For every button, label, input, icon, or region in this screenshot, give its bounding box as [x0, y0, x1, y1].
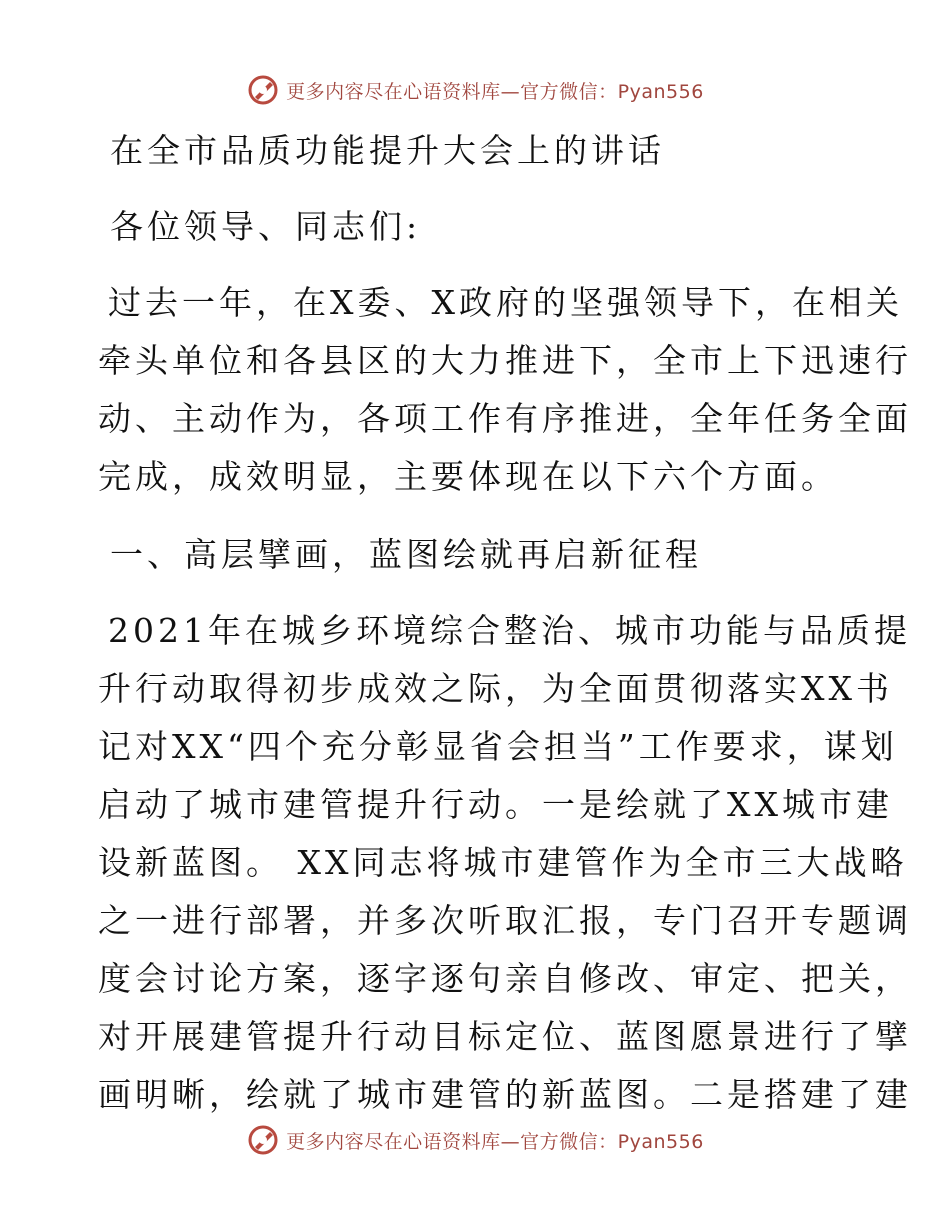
paragraph-line: 记对XX“四个充分彰显省会担当”工作要求，谋划 [98, 727, 898, 766]
paragraph-line: 过去一年，在X委、X政府的坚强领导下，在相关 [108, 283, 903, 322]
watermark-text: 更多内容尽在心语资料库—官方微信：Pyan556 [286, 1130, 704, 1153]
paragraph-line: 之一进行部署，并多次听取汇报，专门召开专题调 [98, 901, 912, 940]
footer-watermark-banner [0, 1120, 950, 1160]
watermark-text: 更多内容尽在心语资料库—官方微信：Pyan556 [286, 80, 704, 103]
paragraph-line: 动、主动作为，各项工作有序推进，全年任务全面 [98, 399, 912, 438]
section-heading: 一、高层擘画，蓝图绘就再启新征程 [110, 535, 702, 574]
pen-logo-icon [246, 73, 280, 107]
paragraph-line: 启动了城市建管提升行动。一是绘就了XX城市建 [98, 785, 893, 824]
pen-logo-icon [246, 1123, 280, 1157]
document-body [98, 122, 912, 1124]
paragraph-line: 度会讨论方案，逐字逐句亲自修改、审定、把关， [98, 959, 912, 998]
greeting: 各位领导、同志们: [110, 207, 422, 246]
paragraph-line: 牵头单位和各县区的大力推进下，全市上下迅速行 [98, 341, 912, 380]
paragraph-line: 完成，成效明显，主要体现在以下六个方面。 [98, 457, 838, 496]
document-title: 在全市品质功能提升大会上的讲话 [110, 131, 665, 170]
paragraph-2 [98, 602, 912, 1124]
paragraph-line: 画明晰，绘就了城市建管的新蓝图。二是搭建了建 [98, 1075, 912, 1114]
paragraph-line: 2021年在城乡环境综合整治、城市功能与品质提 [108, 611, 911, 650]
paragraph-1 [98, 274, 912, 506]
header-watermark-banner [0, 70, 950, 110]
paragraph-line: 对开展建管提升行动目标定位、蓝图愿景进行了擘 [98, 1017, 912, 1056]
paragraph-line: 升行动取得初步成效之际，为全面贯彻落实XX书 [98, 669, 893, 708]
paragraph-line: 设新蓝图。 XX同志将城市建管作为全市三大战略 [98, 843, 908, 882]
